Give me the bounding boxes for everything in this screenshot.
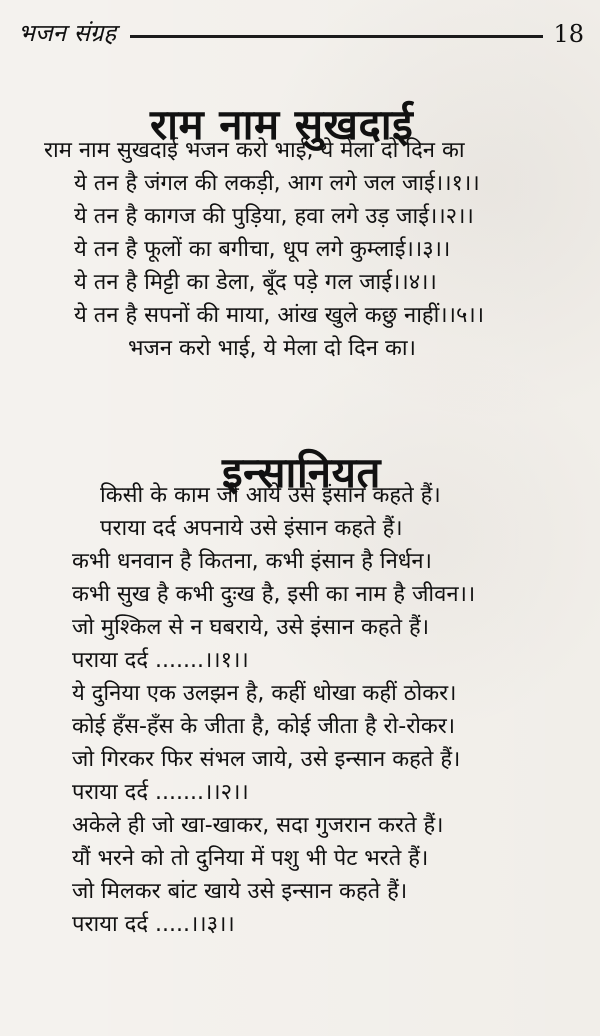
song-line: कभी धनवान है कितना, कभी इंसान है निर्धन। (72, 549, 432, 574)
song-line: कभी सुख है कभी दुःख है, इसी का नाम है जीवन।। (72, 582, 476, 607)
header-rule (130, 35, 543, 38)
song-line: ये दुनिया एक उलझन है, कहीं धोखा कहीं ठोकर। (72, 681, 457, 706)
page-header (18, 14, 584, 52)
song-line: जो मिलकर बांट खाये उसे इन्सान कहते हैं। (72, 879, 408, 904)
song-line: पराया दर्द अपनाये उसे इंसान कहते हैं। (100, 516, 403, 541)
section-title-insaniyat: इन्सानियत (222, 448, 381, 498)
song-line: राम नाम सुखदाई भजन करो भाई, ये मेला दो दिन का (44, 138, 465, 163)
song-line: पराया दर्द .....।।३।। (72, 912, 235, 937)
song-lines-ram-naam-sukhdai (44, 134, 600, 365)
section-title-ram-naam-sukhdai: राम नाम सुखदाई (150, 100, 414, 150)
song-line: ये तन है कागज की पुड़िया, हवा लगे उड़ जाई।।२।। (74, 204, 474, 229)
song-line: पराया दर्द .......।।२।। (72, 780, 249, 805)
song-line: जो गिरकर फिर संभल जाये, उसे इन्सान कहते हैं। (72, 747, 461, 772)
song-line: ये तन है जंगल की लकड़ी, आग लगे जल जाई।।१।। (74, 171, 480, 196)
song-line: अकेले ही जो खा-खाकर, सदा गुजरान करते हैं। (72, 813, 444, 838)
song-line: कोई हँस-हँस के जीता है, कोई जीता है रो-रोकर। (72, 714, 456, 739)
song-line: ये तन है मिट्टी का डेला, बूँद पड़े गल जाई।।४।। (74, 270, 437, 295)
song-line: भजन करो भाई, ये मेला दो दिन का। (128, 336, 416, 361)
song-lines-insaniyat (72, 479, 592, 941)
song-line: ये तन है फूलों का बगीचा, धूप लगे कुम्लाई।।३।। (74, 237, 451, 262)
song-line: पराया दर्द .......।।१।। (72, 648, 249, 673)
book-title: भजन संग्रह (18, 19, 117, 47)
song-line: जो मुश्किल से न घबराये, उसे इंसान कहते हैं। (72, 615, 430, 640)
song-line: यौं भरने को तो दुनिया में पशु भी पेट भरते हैं। (72, 846, 429, 871)
page-number: 18 (553, 20, 584, 48)
song-line: ये तन है सपनों की माया, आंख खुले कछु नाहीं।।५।। (74, 303, 485, 328)
song-line: किसी के काम जो आये उसे इंसान कहते हैं। (100, 483, 441, 508)
